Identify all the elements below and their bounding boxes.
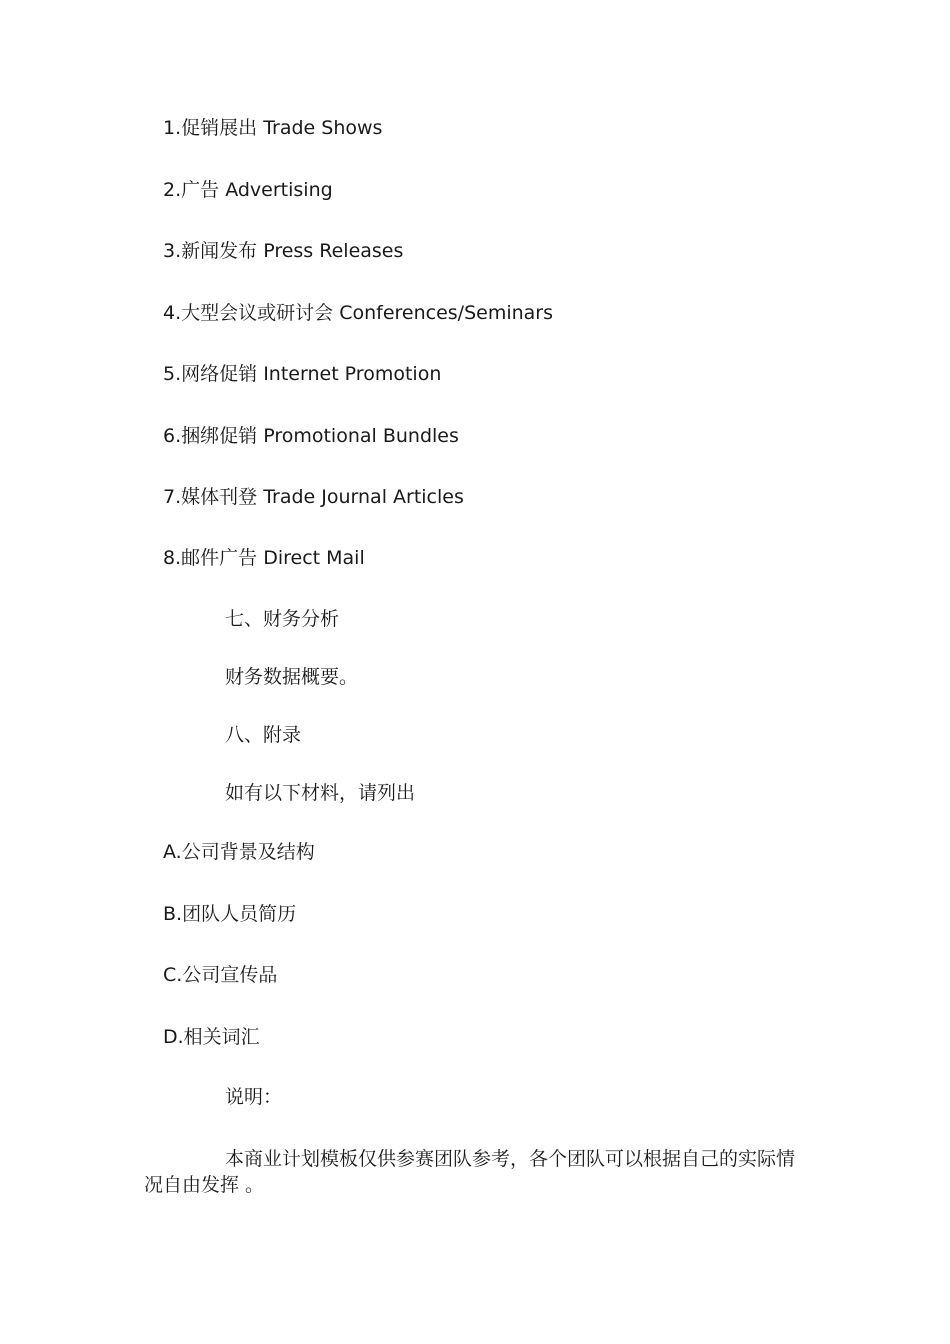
appendix-item-d (163, 1025, 260, 1049)
item-chinese: 网络促销 (181, 363, 258, 385)
item-chinese: 邮件广告 (181, 547, 258, 569)
item-english: Conferences/Seminars (339, 302, 554, 324)
appendix-item-a (163, 840, 315, 864)
item-chinese: 促销展出 (181, 117, 258, 139)
item-chinese: 公司背景及结构 (181, 841, 315, 863)
item-chinese: 广告 (181, 179, 220, 201)
item-number: 7. (163, 486, 182, 508)
item-english: Trade Journal Articles (263, 486, 464, 508)
item-chinese: 大型会议或研讨会 (181, 302, 334, 324)
promotion-item-8 (163, 546, 365, 570)
item-english: Press Releases (263, 240, 404, 262)
item-number: 3. (163, 240, 182, 262)
item-english: Advertising (225, 179, 333, 201)
section-8-heading: 八、附录 (225, 724, 302, 746)
item-english: Internet Promotion (263, 363, 442, 385)
promotion-item-3 (163, 239, 403, 263)
section-8-intro: 如有以下材料，请列出 (225, 782, 416, 804)
item-chinese: 新闻发布 (181, 240, 258, 262)
item-english: Promotional Bundles (263, 425, 459, 447)
note-label: 说明： (225, 1086, 283, 1108)
item-chinese: 团队人员简历 (182, 903, 297, 925)
item-number: 1. (163, 117, 182, 139)
section-7-body: 财务数据概要。 (225, 666, 359, 688)
item-letter: A. (163, 841, 182, 863)
item-english: Direct Mail (263, 547, 365, 569)
promotion-item-5 (163, 362, 441, 386)
item-chinese: 捆绑促销 (181, 425, 258, 447)
note-paragraph: 本商业计划模板仅供参赛团队参考，各个团队可以根据自己的实际情况自由发挥 。 (144, 1148, 796, 1196)
item-chinese: 媒体刊登 (181, 486, 258, 508)
promotion-item-7 (163, 485, 464, 509)
item-number: 4. (163, 302, 182, 324)
promotion-item-4 (163, 301, 553, 325)
section-7-heading: 七、财务分析 (225, 608, 340, 630)
item-letter: D. (163, 1026, 184, 1048)
item-number: 6. (163, 425, 182, 447)
item-number: 5. (163, 363, 182, 385)
item-letter: C. (163, 964, 183, 986)
item-number: 8. (163, 547, 182, 569)
item-chinese: 相关词汇 (183, 1026, 260, 1048)
appendix-item-c (163, 963, 277, 987)
item-chinese: 公司宣传品 (182, 964, 278, 986)
promotion-item-6 (163, 424, 459, 448)
item-english: Trade Shows (263, 117, 383, 139)
appendix-item-b (163, 902, 296, 926)
promotion-item-1 (163, 116, 382, 140)
item-letter: B. (163, 903, 183, 925)
item-number: 2. (163, 179, 182, 201)
promotion-item-2 (163, 178, 333, 202)
